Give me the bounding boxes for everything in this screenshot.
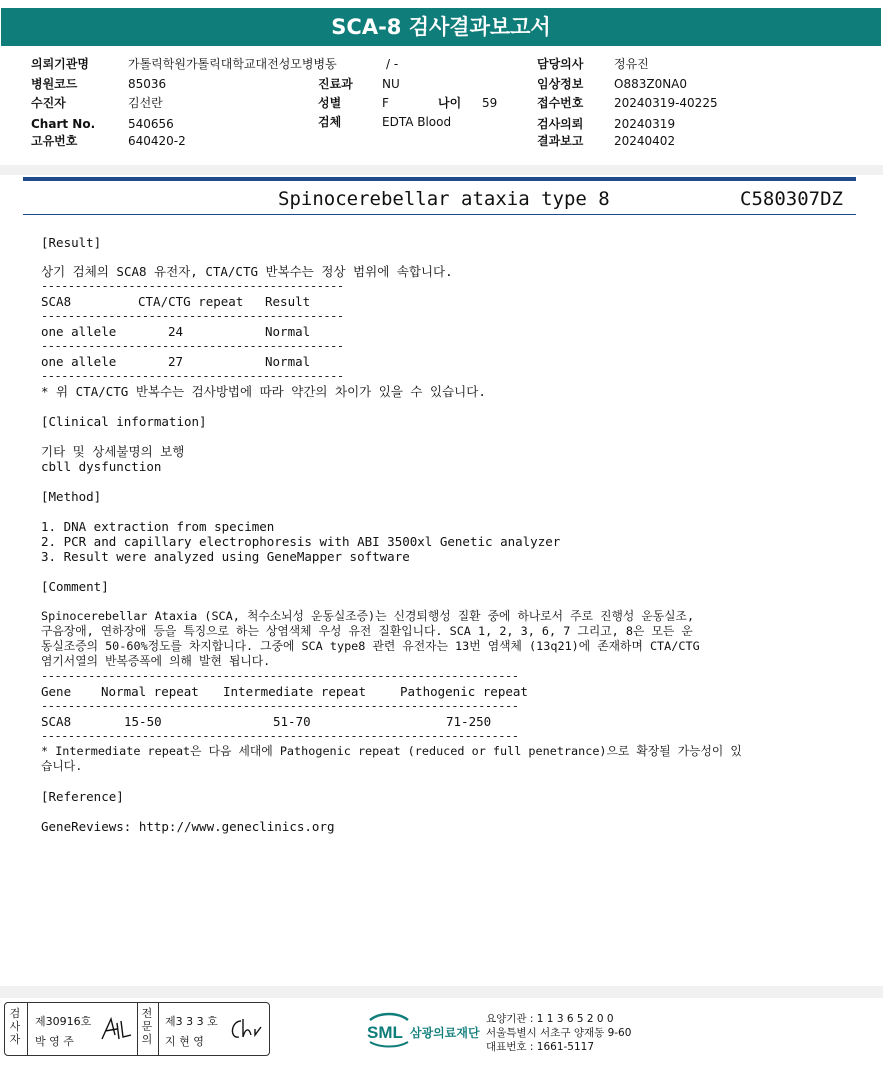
method-heading: [Method] [41, 489, 102, 504]
report-date: 20240402 [614, 134, 676, 148]
unique-no-label: 고유번호 [31, 134, 78, 148]
table-row-result: Normal [265, 324, 311, 339]
doctor-label: 담당의사 [537, 57, 584, 71]
divider [158, 1003, 159, 1055]
title-rule-bottom [23, 214, 856, 215]
report-title: SCA-8 검사결과보고서 [1, 8, 881, 46]
table-row-intermediate: 51-70 [273, 714, 311, 729]
separator: --------------------------------------------- [41, 279, 344, 293]
test-code: C580307DZ [740, 188, 843, 210]
table-row-allele: one allele [41, 354, 117, 369]
unique-no-value: 640420-2 [128, 134, 186, 148]
sex-label: 성별 [318, 96, 342, 110]
address-line: 요양기관 : 1 1 3 6 5 2 0 0 [486, 1013, 614, 1025]
chart-no-label: Chart No. [31, 117, 96, 131]
result-header-repeat: CTA/CTG repeat [138, 294, 244, 309]
result-summary: 상기 검체의 SCA8 유전자, CTA/CTG 반복수는 정상 범위에 속합니다. [41, 264, 453, 279]
test-title: Spinocerebellar ataxia type 8 [278, 188, 610, 210]
gene-note-line: 습니다. [41, 759, 83, 773]
hospital-code-value: 85036 [128, 77, 167, 91]
receipt-label: 접수번호 [537, 96, 584, 110]
table-row-pathogenic: 71-250 [446, 714, 492, 729]
ward-value: / - [386, 57, 399, 71]
specimen-value: EDTA Blood [382, 115, 452, 129]
sex-value: F [382, 96, 389, 110]
signature-box [4, 1002, 270, 1056]
clinical-heading: [Clinical information] [41, 414, 207, 429]
clinical-line: cbll dysfunction [41, 459, 162, 474]
examiner-label: 검 사 자 [9, 1007, 21, 1046]
comment-line: 염기서열의 반복증폭에 의해 발현 됩니다. [41, 654, 271, 668]
hospital-code-label: 병원코드 [31, 77, 78, 91]
divider [137, 1003, 138, 1055]
header-divider [0, 165, 883, 175]
comment-line: Spinocerebellar Ataxia (SCA, 척수소뇌성 운동실조증)는 신경퇴행성 질환 중에 하나로서 주로 진행성 운동실조, [41, 609, 695, 623]
method-line: 2. PCR and capillary electrophoresis with ABI 3500xl Genetic analyzer [41, 534, 561, 549]
specimen-label: 검체 [318, 115, 342, 129]
doctor-value: 정유진 [614, 57, 649, 71]
institution-value: 가톨릭학원가톨릭대학교대전성모병병동 [128, 57, 337, 71]
request-date: 20240319 [614, 117, 676, 131]
svg-text:SML: SML [367, 1023, 403, 1042]
clinical-line: 기타 및 상세불명의 보행 [41, 444, 185, 459]
comment-line: 구음장애, 연하장애 등을 특징으로 하는 상염색체 우성 유전 질환입니다. SCA 1, 2, 3, 6, 7 그리고, 8은 모든 운 [41, 624, 693, 638]
org-name: 삼광의료재단 [410, 1026, 480, 1040]
report-label: 결과보고 [537, 134, 584, 148]
gene-header-pathogenic: Pathogenic repeat [400, 684, 528, 699]
specialist-name: 지 현 영 [165, 1035, 204, 1048]
table-row-allele: one allele [41, 324, 117, 339]
patient-label: 수진자 [31, 96, 66, 110]
gene-header-gene: Gene [41, 684, 72, 699]
separator: ----------------------------------------------------------------------- [41, 729, 519, 743]
examiner-no: 제30916호 [35, 1015, 92, 1028]
request-label: 검사의뢰 [537, 117, 584, 131]
table-row-gene: SCA8 [41, 714, 72, 729]
title-rule-top [23, 177, 856, 181]
separator: --------------------------------------------- [41, 369, 344, 383]
separator: --------------------------------------------- [41, 339, 344, 353]
gene-header-intermediate: Intermediate repeat [223, 684, 366, 699]
comment-heading: [Comment] [41, 579, 109, 594]
address-line: 서울특별시 서초구 양재동 9-60 [486, 1027, 632, 1039]
age-value: 59 [482, 96, 498, 110]
institution-label: 의뢰기관명 [31, 57, 89, 71]
separator: ----------------------------------------------------------------------- [41, 669, 519, 683]
age-label: 나이 [438, 96, 462, 110]
reference-heading: [Reference] [41, 789, 124, 804]
chart-no-value: 540656 [128, 117, 174, 131]
footer-divider [0, 986, 883, 998]
gene-header-normal: Normal repeat [101, 684, 199, 699]
examiner-name: 박 영 주 [35, 1035, 74, 1048]
separator: ----------------------------------------------------------------------- [41, 699, 519, 713]
separator: --------------------------------------------- [41, 309, 344, 323]
table-row-repeat: 27 [168, 354, 184, 369]
dept-value: NU [382, 77, 400, 91]
specialist-signature-icon [227, 1015, 263, 1045]
patient-value: 김선란 [128, 96, 163, 110]
table-row-result: Normal [265, 354, 311, 369]
comment-line: 동실조증의 50-60%정도를 차지합니다. 그중에 SCA type8 관련 유전자는 13번 염색체 (13q21)에 존재하며 CTA/CTG [41, 639, 700, 653]
divider [27, 1003, 28, 1055]
table-row-repeat: 24 [168, 324, 184, 339]
specialist-no: 제3 3 3 호 [165, 1015, 218, 1028]
address-line: 대표번호 : 1661-5117 [486, 1041, 595, 1053]
sml-logo-icon [366, 1012, 410, 1048]
specialist-label: 전 문 의 [141, 1007, 153, 1046]
result-header-result: Result [265, 294, 311, 309]
result-header-gene: SCA8 [41, 294, 72, 309]
result-heading: [Result] [41, 235, 102, 250]
table-row-normal: 15-50 [124, 714, 162, 729]
clinical-value: O883Z0NA0 [614, 77, 688, 91]
reference-link[interactable]: GeneReviews: http://www.geneclinics.org [41, 819, 335, 834]
method-line: 1. DNA extraction from specimen [41, 519, 275, 534]
gene-note-line: * Intermediate repeat은 다음 세대에 Pathogenic repeat (reduced or full penetrance)으로 확장될 가능성이 있 [41, 744, 742, 758]
dept-label: 진료과 [318, 77, 353, 91]
examiner-signature-icon [99, 1015, 133, 1045]
result-note: * 위 CTA/CTG 반복수는 검사방법에 따라 약간의 차이가 있을 수 있습니다. [41, 384, 486, 399]
clinical-label: 임상정보 [537, 77, 584, 91]
receipt-value: 20240319-40225 [614, 96, 718, 110]
method-line: 3. Result were analyzed using GeneMapper software [41, 549, 410, 564]
